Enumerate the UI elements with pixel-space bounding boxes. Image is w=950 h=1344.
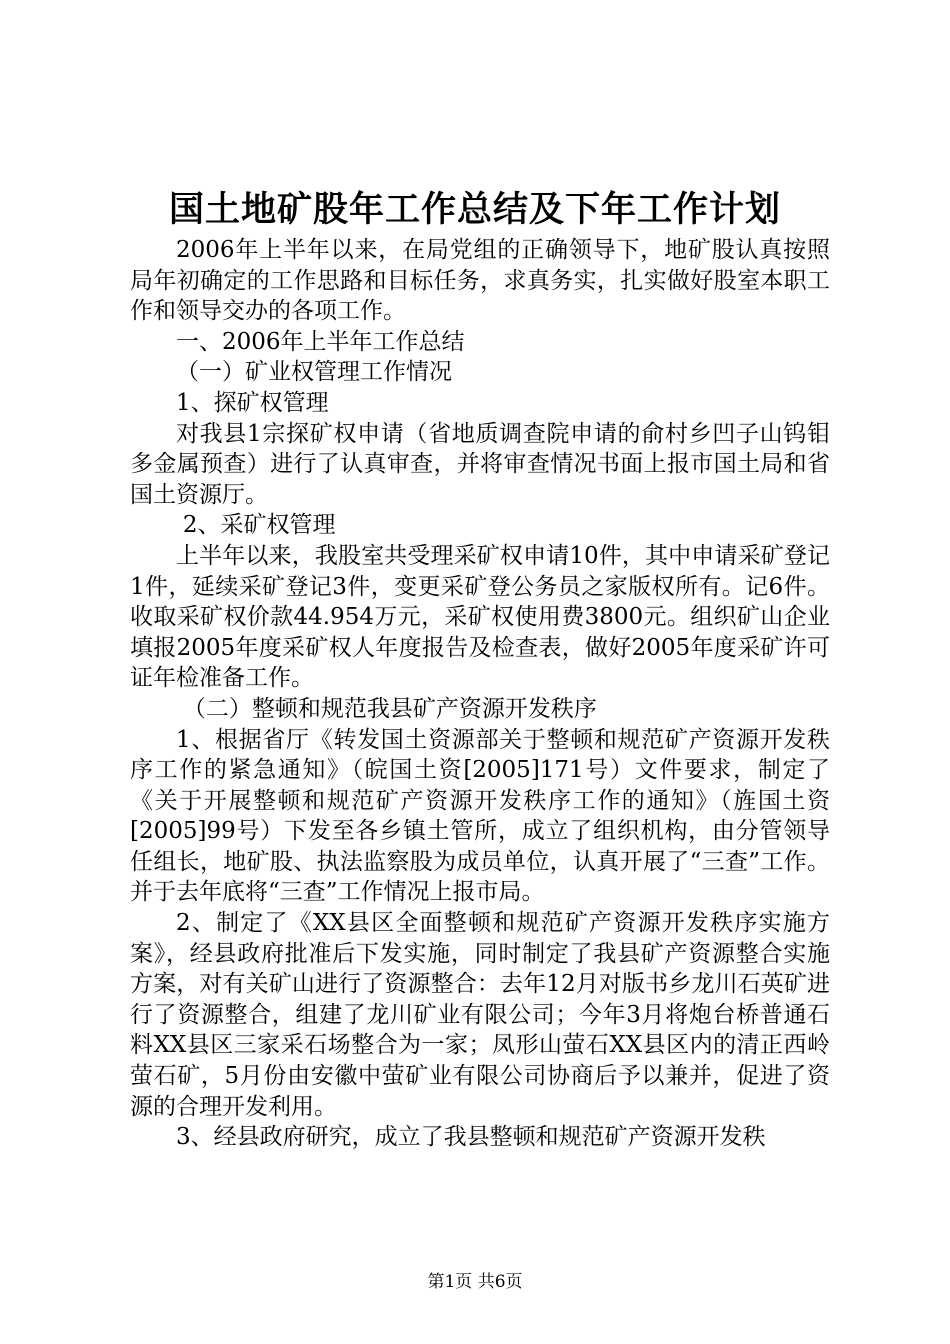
subsection-heading-mining-rights: （一）矿业权管理工作情况 xyxy=(176,359,452,386)
paragraph-rectification-3: 3、经县政府研究，成立了我县整顿和规范矿产资源开发秩 xyxy=(176,1124,766,1151)
paragraph-exploration-rights: 对我县1宗探矿权申请（省地质调查院申请的俞村乡凹子山钨钼多金属预查）进行了认真审查，并将审查情况书面上报市国土局和省国土资源厅。 xyxy=(130,420,830,508)
document-title: 国土地矿股年工作总结及下年工作计划 xyxy=(168,189,781,230)
item-heading-exploration-rights: 1、探矿权管理 xyxy=(176,389,329,416)
document-body xyxy=(130,235,830,1153)
paragraph-rectification-1: 1、根据省厅《转发国土资源部关于整顿和规范矿产资源开发秩序工作的紧急通知》（皖国土资[2005]171号）文件要求，制定了《关于开展整顿和规范矿产资源开发秩序工作的通知》（旌国土资[2005]99号）下发至各乡镇土管所，成立了组织机构，由分管领导任组长，地矿股、执法监察股为成员单位，认真开展了“三查”工作。并于去年底将“三查”工作情况上报市局。 xyxy=(130,726,830,906)
subsection-heading-rectification: （二）整顿和规范我县矿产资源开发秩序 xyxy=(182,695,597,722)
paragraph-mining-rights: 上半年以来，我股室共受理采矿权申请10件，其中申请采矿登记1件，延续采矿登记3件，变更采矿登公务员之家版权所有。记6件。收取采矿权价款44.954万元，采矿权使用费3800元。组织矿山企业填报2005年度采矿权人年度报告及检查表，做好2005年度采矿许可证年检准备工作。 xyxy=(130,542,830,692)
paragraph-intro: 2006年上半年以来，在局党组的正确领导下，地矿股认真按照局年初确定的工作思路和目标任务，求真务实，扎实做好股室本职工作和领导交办的各项工作。 xyxy=(130,237,830,325)
item-heading-mining-rights: 2、采矿权管理 xyxy=(182,512,336,539)
section-heading-summary: 一、2006年上半年工作总结 xyxy=(176,328,465,355)
paragraph-rectification-2: 2、制定了《XX县区全面整顿和规范矿产资源开发秩序实施方案》，经县政府批准后下发实施，同时制定了我县矿产资源整合实施方案，对有关矿山进行了资源整合：去年12月对版书乡龙川石英矿进行了资源整合，组建了龙川矿业有限公司；今年3月将炮台桥普通石料XX县区三家采石场整合为一家；凤形山萤石XX县区内的清正西岭萤石矿，5月份由安徽中萤矿业有限公司协商后予以兼并，促进了资源的合理开发利用。 xyxy=(130,910,830,1120)
page-footer: 第1页 共6页 xyxy=(427,1272,523,1292)
